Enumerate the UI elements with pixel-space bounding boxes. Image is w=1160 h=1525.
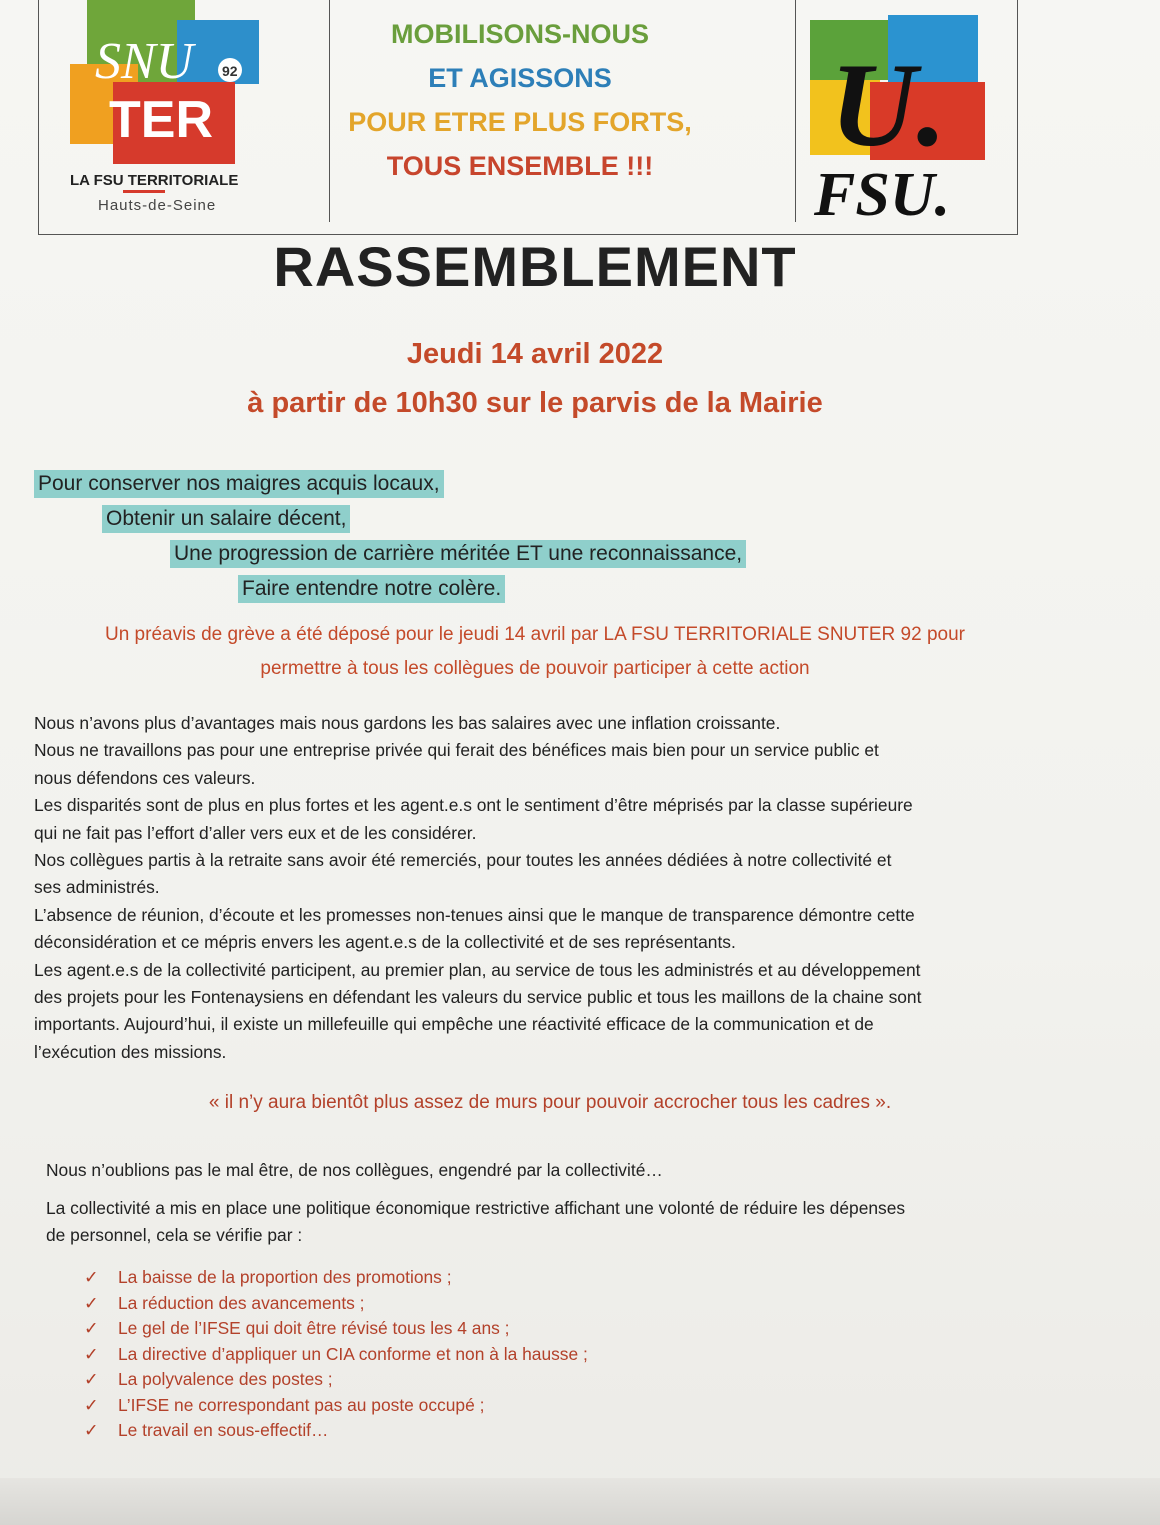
body-line: Les disparités sont de plus en plus fortes et les agent.e.s ont le sentiment d’être méprisés par la classe supérieure [34,795,913,816]
checklist-item [84,1418,588,1444]
body-line: qui ne fait pas l’effort d’aller vers eux et de les considérer. [34,822,477,843]
check-icon: ✓ [84,1395,99,1416]
goal-line: Obtenir un salaire décent, [102,505,350,533]
paragraph-line: La collectivité a mis en place une politique économique restrictive affichant une volonté de réduire les dépenses [46,1198,906,1218]
checklist-item [84,1342,588,1368]
check-icon: ✓ [84,1421,99,1441]
checklist-item-label: La directive d’appliquer un CIA conforme et non à la hausse ; [118,1343,588,1364]
body-line: déconsidération et ce mépris envers les agent.e.s de la collectivité et de ses représentants. [34,932,736,953]
event-place: à partir de 10h30 sur le parvis de la Mairie [247,387,823,419]
check-icon: ✓ [84,1268,99,1288]
logo-badge: 92 [222,63,238,79]
strike-notice-line: permettre à tous les collègues de pouvoir participer à cette action [260,658,810,679]
paragraph-line: de personnel, cela se vérifie par : [46,1225,303,1245]
checklist-item [84,1316,588,1342]
fsu-mark: U. [830,38,947,171]
checklist-item-label: La réduction des avancements ; [118,1292,365,1313]
strike-notice-line: Un préavis de grève a été déposé pour le jeudi 14 avril par LA FSU TERRITORIALE SNUTER 92 pour [104,624,965,645]
body-line: Nous ne travaillons pas pour une entreprise privée qui ferait des bénéfices mais bien pour un service public et [34,740,879,761]
logo-mark-line2: TER [109,91,213,149]
checklist-item-label: L’IFSE ne correspondant pas au poste occupé ; [118,1394,485,1415]
check-icon: ✓ [84,1370,99,1390]
slogan-line: ET AGISSONS [428,63,612,93]
body-line: L’absence de réunion, d’écoute et les promesses non-tenues ainsi que le manque de transparence démontre cette [34,904,915,925]
slogan-line: MOBILISONS-NOUS [390,19,649,49]
check-icon: ✓ [84,1293,99,1314]
goal-line: Faire entendre notre colère. [238,575,505,603]
goal-line: Pour conserver nos maigres acquis locaux, [34,470,444,498]
checklist-item-label: La baisse de la proportion des promotions ; [118,1267,452,1287]
checklist-item [84,1393,588,1419]
logo-region: Hauts-de-Seine [98,197,217,214]
body-line: Nos collègues partis à la retraite sans avoir été remerciés, pour toutes les années dédiées à notre collectivité et [34,850,892,871]
paragraph [46,1195,1046,1249]
goal-line: Une progression de carrière méritée ET une reconnaissance, [170,540,746,568]
slogan-line: POUR ETRE PLUS FORTS, [348,107,692,137]
body-text [34,710,1059,1066]
checklist-item [84,1291,588,1317]
body-line: l’exécution des missions. [34,1041,227,1062]
body-line: Les agent.e.s de la collectivité participent, au premier plan, au service de tous les administrés et au développement [34,959,921,980]
quote: « il n’y aura bientôt plus assez de murs pour pouvoir accrocher tous les cadres ». [208,1092,892,1113]
fsu-name: FSU. [814,161,951,225]
body-line: ses administrés. [34,877,160,898]
body-line: Nous n’avons plus d’avantages mais nous gardons les bas salaires avec une inflation croissante. [34,713,781,733]
body-line: nous défendons ces valeurs. [34,767,256,788]
logo-underline [123,190,165,193]
logo-mark-line1: SNU [95,33,194,90]
page-title: RASSEMBLEMENT [273,235,797,298]
slogan [320,12,720,188]
snuter-logo [65,0,275,220]
checklist-item-label: La polyvalence des postes ; [118,1369,333,1389]
body-line: des projets pour les Fontenaysiens en défendant les valeurs du service public et tous les maillons de la chaine sont [34,987,922,1008]
checklist-item [84,1367,588,1393]
checklist [84,1265,588,1444]
fsu-logo [800,10,1000,225]
logo-name: LA FSU TERRITORIALE [70,172,239,189]
checklist-item [84,1265,588,1291]
paragraph: Nous n’oublions pas le mal être, de nos collègues, engendré par la collectivité… [46,1160,663,1180]
header-divider [795,0,796,222]
checklist-item-label: Le gel de l’IFSE qui doit être révisé tous les 4 ans ; [118,1318,510,1338]
page-edge-shadow [0,1478,1160,1525]
checklist-item-label: Le travail en sous-effectif… [118,1420,329,1440]
body-line: importants. Aujourd’hui, il existe un millefeuille qui empêche une réactivité efficace de la communication et de [34,1014,874,1035]
check-icon: ✓ [84,1319,99,1339]
slogan-line: TOUS ENSEMBLE !!! [386,151,654,181]
event-date: Jeudi 14 avril 2022 [406,338,664,370]
check-icon: ✓ [84,1344,99,1365]
